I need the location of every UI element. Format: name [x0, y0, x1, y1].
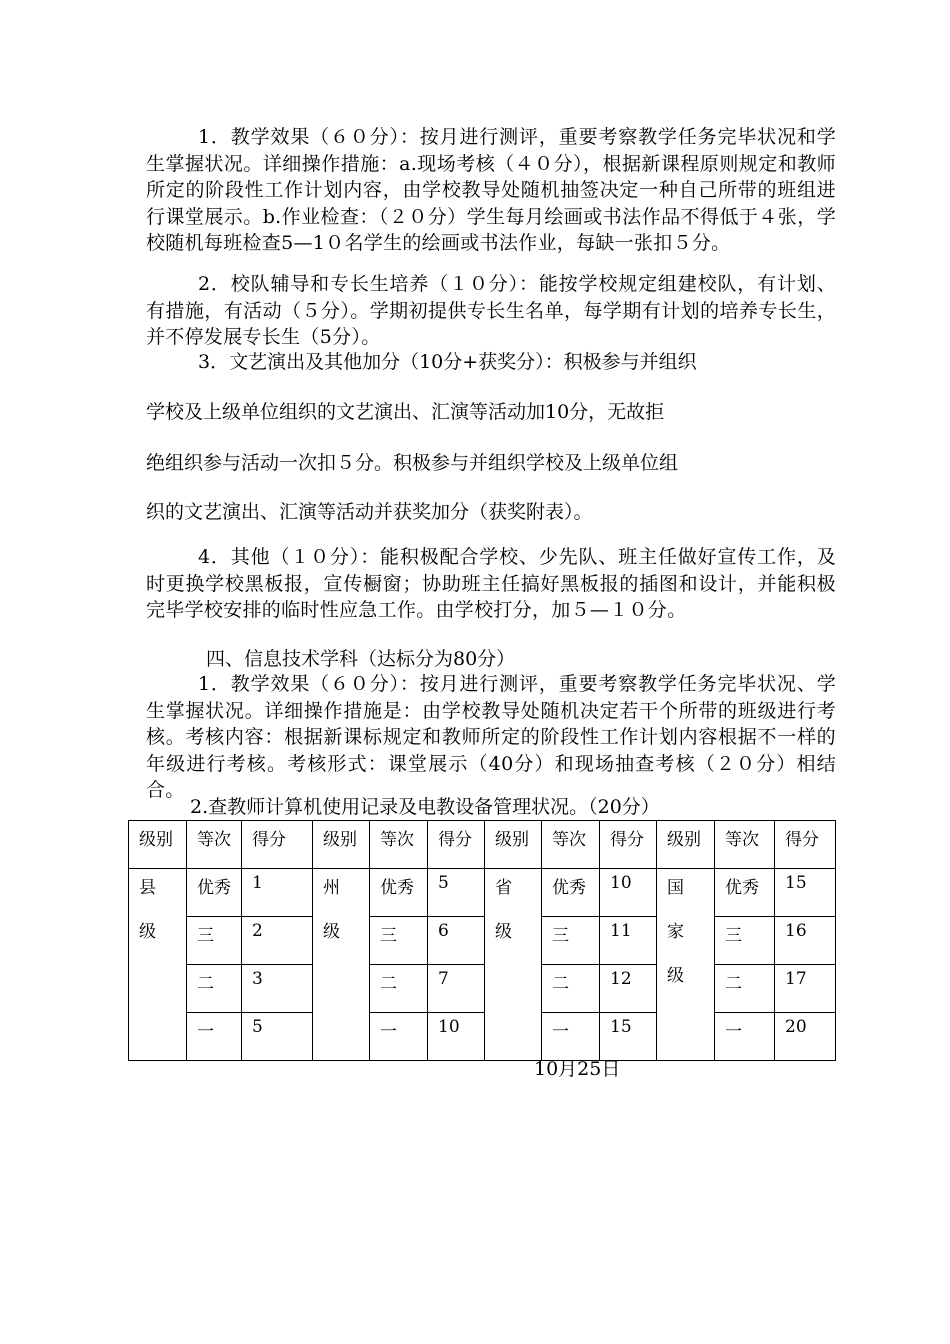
level-prefecture: 州 级: [313, 869, 370, 1061]
table-row: [129, 917, 836, 965]
score-cell: 11: [600, 917, 657, 965]
score-cell: 10: [428, 1013, 485, 1061]
score-cell: 2: [242, 917, 313, 965]
score-cell: 1: [242, 869, 313, 917]
paragraph-performance-line-2: 学校及上级单位组织的文艺演出、汇演等活动加10分，无故拒: [146, 401, 665, 423]
paragraph-other: 4．其他（１０分）：能积极配合学校、少先队、班主任做好宣传工作，及时更换学校黑板报，宣传橱窗；协助班主任搞好黑板报的插图和设计，并能积极完毕学校安排的临时性应急工作。由学校打分，加５—１０分。: [146, 546, 836, 621]
section-title-it: 四、信息技术学科（达标分为80分）: [206, 648, 516, 670]
paragraph-performance-line-3: 绝组织参与活动一次扣５分。积极参与并组织学校及上级单位组: [146, 452, 679, 474]
grade-cell: 优秀: [187, 869, 242, 917]
header-cell: 得分: [775, 821, 836, 869]
grade-cell: 三: [370, 917, 428, 965]
paragraph-performance-line-1: 3．文艺演出及其他加分（10分+获奖分）：积极参与并组织: [198, 351, 697, 373]
table-row: [129, 869, 836, 917]
grade-cell: 二: [715, 965, 775, 1013]
paragraph-computer-record: 2.查教师计算机使用记录及电教设备管理状况。（20分）: [190, 796, 660, 818]
header-cell: 等次: [370, 821, 428, 869]
level-national: 国 家 级: [657, 869, 715, 1061]
score-cell: 12: [600, 965, 657, 1013]
score-cell: 15: [600, 1013, 657, 1061]
score-cell: 7: [428, 965, 485, 1013]
table-header-row: [129, 821, 836, 869]
grade-cell: 优秀: [542, 869, 600, 917]
grade-cell: 优秀: [715, 869, 775, 917]
score-cell: 17: [775, 965, 836, 1013]
paragraph-it-teaching-effect: 1．教学效果（６０分）：按月进行测评，重要考察教学任务完毕状况、学生掌握状况。详细操作措施是：由学校教导处随机决定若干个所带的班级进行考核。考核内容：根据新课标规定和教师所定的阶段性工作计划内容根据不一样的年级进行考核。考核形式：课堂展示（40分）和现场抽查考核（２０分）相结合。: [146, 673, 836, 801]
score-cell: 6: [428, 917, 485, 965]
level-county: 县 级: [129, 869, 187, 1061]
grade-cell: 二: [370, 965, 428, 1013]
header-cell: 等次: [187, 821, 242, 869]
table-row: [129, 1013, 836, 1061]
header-cell: 等次: [715, 821, 775, 869]
score-cell: 16: [775, 917, 836, 965]
grade-cell: 三: [715, 917, 775, 965]
header-cell: 级别: [313, 821, 370, 869]
grade-cell: 三: [187, 917, 242, 965]
header-cell: 得分: [600, 821, 657, 869]
level-province: 省 级: [485, 869, 542, 1061]
score-cell: 5: [428, 869, 485, 917]
paragraph-team-coaching: 2．校队辅导和专长生培养（１０分）：能按学校规定组建校队，有计划、有措施，有活动（５分）。学期初提供专长生名单，每学期有计划的培养专长生，并不停发展专长生（5分）。: [146, 273, 836, 348]
grade-cell: 二: [542, 965, 600, 1013]
grade-cell: 二: [187, 965, 242, 1013]
award-score-table: [128, 820, 836, 1061]
paragraph-performance-line-4: 织的文艺演出、汇演等活动并获奖加分（获奖附表）。: [146, 501, 593, 523]
table-row: [129, 965, 836, 1013]
grade-cell: 一: [187, 1013, 242, 1061]
score-cell: 3: [242, 965, 313, 1013]
header-cell: 级别: [657, 821, 715, 869]
score-cell: 20: [775, 1013, 836, 1061]
grade-cell: 优秀: [370, 869, 428, 917]
header-cell: 等次: [542, 821, 600, 869]
grade-cell: 一: [715, 1013, 775, 1061]
header-cell: 级别: [485, 821, 542, 869]
header-cell: 得分: [242, 821, 313, 869]
score-cell: 10: [600, 869, 657, 917]
score-cell: 5: [242, 1013, 313, 1061]
score-cell: 15: [775, 869, 836, 917]
paragraph-teaching-effect: 1．教学效果（６０分）：按月进行测评，重要考察教学任务完毕状况和学生掌握状况。详细操作措施：a.现场考核（４０分），根据新课程原则规定和教师所定的阶段性工作计划内容，由学校教导处随机抽签决定一种自己所带的班组进行课堂展示。b.作业检查：（２０分）学生每月绘画或书法作品不得低于４张，学校随机每班检查5—1０名学生的绘画或书法作业，每缺一张扣５分。: [146, 126, 836, 254]
grade-cell: 一: [542, 1013, 600, 1061]
header-cell: 得分: [428, 821, 485, 869]
grade-cell: 三: [542, 917, 600, 965]
grade-cell: 一: [370, 1013, 428, 1061]
document-date: 10月25日: [534, 1058, 621, 1080]
header-cell: 级别: [129, 821, 187, 869]
